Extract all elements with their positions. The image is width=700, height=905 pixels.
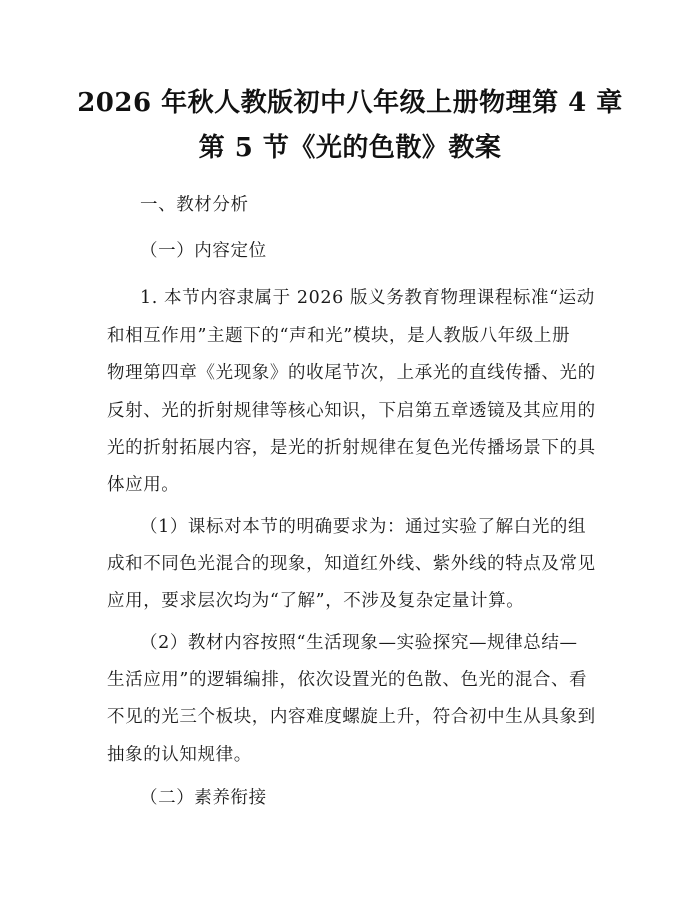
paragraph-line: 应用，要求层次均为“了解”，不涉及复杂定量计算。: [107, 591, 525, 611]
paragraph-line: 反射、光的折射规律等核心知识，下启第五章透镜及其应用的: [107, 401, 596, 421]
document-title-line-1: 2026 年秋人教版初中八年级上册物理第 4 章: [77, 88, 623, 118]
paragraph-line: 抽象的认知规律。: [107, 745, 252, 765]
subsection-heading-content-positioning: （一）内容定位: [140, 241, 267, 261]
paragraph-line: 物理第四章《光现象》的收尾节次，上承光的直线传播、光的: [107, 363, 596, 383]
paragraph-line: 光的折射拓展内容，是光的折射规律在复色光传播场景下的具: [107, 438, 596, 458]
paragraph-line: 体应用。: [107, 475, 180, 495]
paragraph-line: 和相互作用”主题下的“声和光”模块，是人教版八年级上册: [107, 326, 571, 346]
section-heading-textbook-analysis: 一、教材分析: [140, 195, 249, 215]
paragraph-line: 生活应用”的逻辑编排，依次设置光的色散、色光的混合、看: [107, 670, 588, 690]
paragraph-line: （1）课标对本节的明确要求为：通过实验了解白光的组: [140, 517, 587, 537]
document-title-line-2: 第 5 节《光的色散》教案: [198, 133, 502, 163]
paragraph-line: （2）教材内容按照“生活现象—实验探究—规律总结—: [140, 633, 578, 653]
subsection-heading-competency-link: （二）素养衔接: [140, 788, 267, 808]
paragraph-line: 成和不同色光混合的现象，知道红外线、紫外线的特点及常见: [107, 554, 596, 574]
paragraph-line: 1. 本节内容隶属于 2026 版义务教育物理课程标准“运动: [140, 288, 595, 308]
paragraph-line: 不见的光三个板块，内容难度螺旋上升，符合初中生从具象到: [107, 707, 596, 727]
